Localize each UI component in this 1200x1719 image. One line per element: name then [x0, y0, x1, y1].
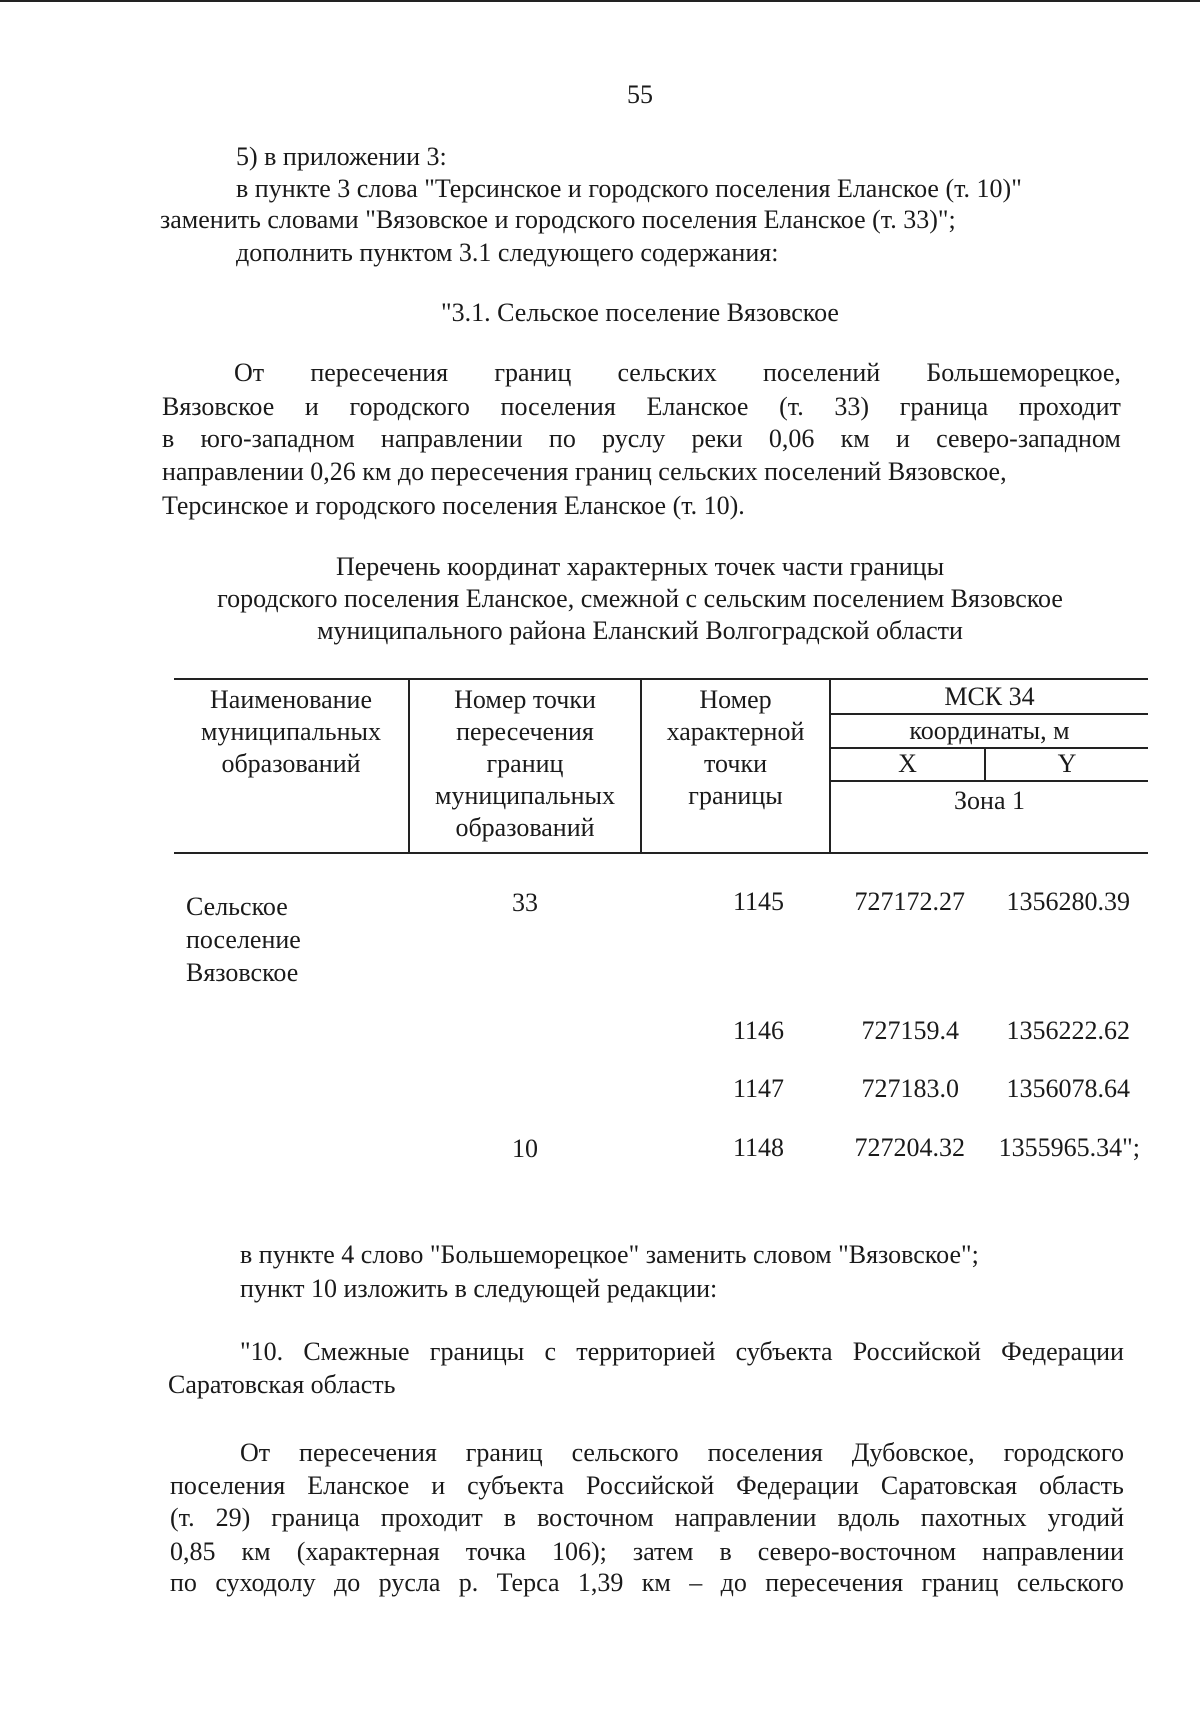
- para2-line1: [240, 1438, 1124, 1468]
- col1-header: [174, 684, 408, 780]
- x-cell: 727204.32: [854, 1133, 965, 1162]
- word: Большеморецкое,: [926, 358, 1121, 387]
- word: реки: [691, 424, 743, 453]
- page-number: 55: [627, 80, 653, 109]
- point-cell: 1145: [732, 887, 784, 916]
- word: восточном: [537, 1503, 654, 1532]
- para1-line2: [162, 392, 1121, 422]
- para2-line5: [170, 1568, 1124, 1598]
- section31-heading: "3.1. Сельское поселение Вязовское: [441, 298, 839, 327]
- col2-header-line: пересечения: [456, 717, 594, 746]
- word: Терса: [496, 1568, 560, 1597]
- municipality-line: Вязовское: [186, 958, 299, 987]
- word: (т.: [779, 392, 804, 421]
- col2-header-line: Номер точки: [454, 685, 596, 714]
- table-title-line2: городского поселения Еланское, смежной с сельским поселением Вязовское: [217, 584, 1063, 613]
- word: 0,85: [170, 1537, 216, 1566]
- word: границ: [921, 1568, 999, 1597]
- col1-header-line: муниципальных: [200, 717, 381, 746]
- word: по: [548, 424, 576, 453]
- word: городского: [349, 392, 470, 421]
- word: границ: [494, 358, 572, 387]
- word: 33): [834, 392, 870, 421]
- word: От: [234, 358, 265, 387]
- table-top-border: [174, 678, 1148, 680]
- word: затем: [632, 1537, 694, 1566]
- p3-line2: заменить словами "Вязовское и городского поселения Еланское (т. 33)";: [160, 205, 956, 234]
- word: вдоль: [837, 1503, 900, 1532]
- x-header: X: [898, 749, 917, 778]
- col2-header-line: границ: [486, 749, 564, 778]
- word: точка: [465, 1537, 526, 1566]
- word: Дубовское,: [851, 1438, 975, 1467]
- word: территорией: [576, 1337, 716, 1366]
- word: руслу: [602, 424, 666, 453]
- word: границ: [465, 1438, 543, 1467]
- p10-text: пункт 10 изложить в следующей редакции:: [240, 1274, 718, 1303]
- word: (т.: [170, 1503, 195, 1532]
- word: проходит: [380, 1503, 483, 1532]
- word: сельских: [617, 358, 717, 387]
- col1-header-line: образований: [221, 749, 361, 778]
- coords-header: координаты, м: [909, 716, 1070, 745]
- zone-header: Зона 1: [954, 786, 1025, 815]
- word: пахотных: [920, 1503, 1027, 1532]
- x-cell: 727183.0: [861, 1074, 959, 1103]
- para2-line4: [170, 1537, 1124, 1567]
- word: в: [503, 1503, 517, 1532]
- col3-header: [642, 684, 829, 812]
- table-title-line1: Перечень координат характерных точек части границы: [335, 552, 945, 581]
- col2-header-line: муниципальных: [434, 781, 615, 810]
- word: Федерации: [736, 1471, 859, 1500]
- col1-header-line: Наименование: [210, 685, 372, 714]
- word: северо-восточном: [757, 1537, 957, 1566]
- col3-header-line: границы: [688, 781, 783, 810]
- add-point-text: дополнить пунктом 3.1 следующего содержания:: [236, 238, 779, 267]
- word: Российской: [586, 1471, 715, 1500]
- word: по: [170, 1568, 197, 1597]
- word: –: [689, 1568, 703, 1597]
- word: до: [720, 1568, 747, 1597]
- word: пересечения: [765, 1568, 904, 1597]
- word: направлении: [674, 1503, 817, 1532]
- word: юго-западном: [200, 424, 355, 453]
- word: граница: [899, 392, 989, 421]
- word: сельского: [571, 1438, 679, 1467]
- para2-line3: [170, 1503, 1124, 1533]
- point-cell: 1146: [732, 1016, 784, 1045]
- p3-line1: в пункте 3 слова "Терсинское и городского поселения Еланское (т. 10)": [236, 174, 1022, 203]
- scan-border-top: [0, 0, 1200, 2]
- p4-text: в пункте 4 слово "Большеморецкое" заменить словом "Вязовское";: [240, 1240, 979, 1269]
- table-header-bottom-border: [174, 852, 1148, 854]
- word: Вязовское: [162, 392, 275, 421]
- word: русла: [378, 1568, 441, 1597]
- point-cell: 1148: [732, 1133, 784, 1162]
- word: направлении: [380, 424, 523, 453]
- word: (характерная: [296, 1537, 440, 1566]
- word: пересечения: [299, 1438, 437, 1467]
- word: и: [431, 1471, 446, 1500]
- word: в: [162, 424, 175, 453]
- word: 106);: [551, 1537, 607, 1566]
- word: р.: [458, 1568, 479, 1597]
- word: км: [241, 1537, 271, 1566]
- word: км: [641, 1568, 671, 1597]
- word: сельского: [1016, 1568, 1124, 1597]
- word: проходит: [1018, 392, 1121, 421]
- word: поселения: [170, 1471, 286, 1500]
- para1-line5: Терсинское и городского поселения Еланское (т. 10).: [162, 491, 745, 520]
- word: Смежные: [303, 1337, 410, 1366]
- word: северо-западном: [936, 424, 1121, 453]
- municipality-name: [186, 890, 301, 989]
- word: направлении: [982, 1537, 1124, 1566]
- municipality-line: Сельское: [186, 892, 288, 921]
- word: Федерации: [1001, 1337, 1124, 1366]
- word: Саратовская: [880, 1471, 1018, 1500]
- word: Еланское: [646, 392, 749, 421]
- col2-header-line: образований: [455, 813, 595, 842]
- y-header: Y: [1057, 749, 1077, 778]
- word: "10.: [240, 1337, 284, 1366]
- section10-heading-line1: [240, 1337, 1124, 1367]
- col3-header-line: характерной: [666, 717, 805, 746]
- x-cell: 727159.4: [861, 1016, 959, 1045]
- col2-header: [410, 684, 640, 844]
- x-cell: 727172.27: [854, 887, 965, 916]
- word: субъекта: [735, 1337, 833, 1366]
- para1-line1: [234, 358, 1121, 388]
- y-cell: 1356078.64: [1006, 1074, 1130, 1103]
- word: 1,39: [577, 1568, 624, 1597]
- word: поселений: [762, 358, 881, 387]
- word: в: [719, 1537, 732, 1566]
- word: городского: [1003, 1438, 1124, 1467]
- word: поселения: [707, 1438, 823, 1467]
- word: границы: [429, 1337, 525, 1366]
- word: и: [895, 424, 910, 453]
- word: 0,06: [768, 424, 815, 453]
- item5-text: 5) в приложении 3:: [236, 142, 447, 171]
- xy-underline: [829, 780, 1148, 782]
- para2-line2: [170, 1471, 1124, 1501]
- table-title-line3: муниципального района Еланский Волгоградской области: [317, 616, 963, 645]
- municipality-line: поселение: [186, 925, 301, 954]
- word: граница: [271, 1503, 360, 1532]
- word: до: [334, 1568, 361, 1597]
- section10-heading-line2: Саратовская область: [168, 1370, 396, 1399]
- y-cell: 1355965.34";: [998, 1133, 1140, 1162]
- intersection-cell: 33: [512, 888, 538, 917]
- word: пересечения: [310, 358, 449, 387]
- word: и: [304, 392, 319, 421]
- msk-header: МСК 34: [944, 682, 1035, 711]
- word: с: [544, 1337, 556, 1366]
- word: область: [1039, 1471, 1124, 1500]
- para1-line4: направлении 0,26 км до пересечения границ сельских поселений Вязовское,: [162, 457, 1007, 486]
- y-cell: 1356280.39: [1006, 887, 1130, 916]
- word: Российской: [852, 1337, 981, 1366]
- word: км: [840, 424, 870, 453]
- word: Еланское: [307, 1471, 410, 1500]
- word: 29): [215, 1503, 251, 1532]
- point-cell: 1147: [732, 1074, 784, 1103]
- word: угодий: [1047, 1503, 1124, 1532]
- word: суходолу: [215, 1568, 316, 1597]
- intersection-cell: 10: [512, 1134, 538, 1163]
- col3-header-line: Номер: [699, 685, 772, 714]
- y-cell: 1356222.62: [1006, 1016, 1130, 1045]
- para1-line3: [162, 424, 1121, 454]
- word: От: [240, 1438, 271, 1467]
- word: субъекта: [467, 1471, 565, 1500]
- word: поселения: [500, 392, 616, 421]
- col3-header-line: точки: [704, 749, 767, 778]
